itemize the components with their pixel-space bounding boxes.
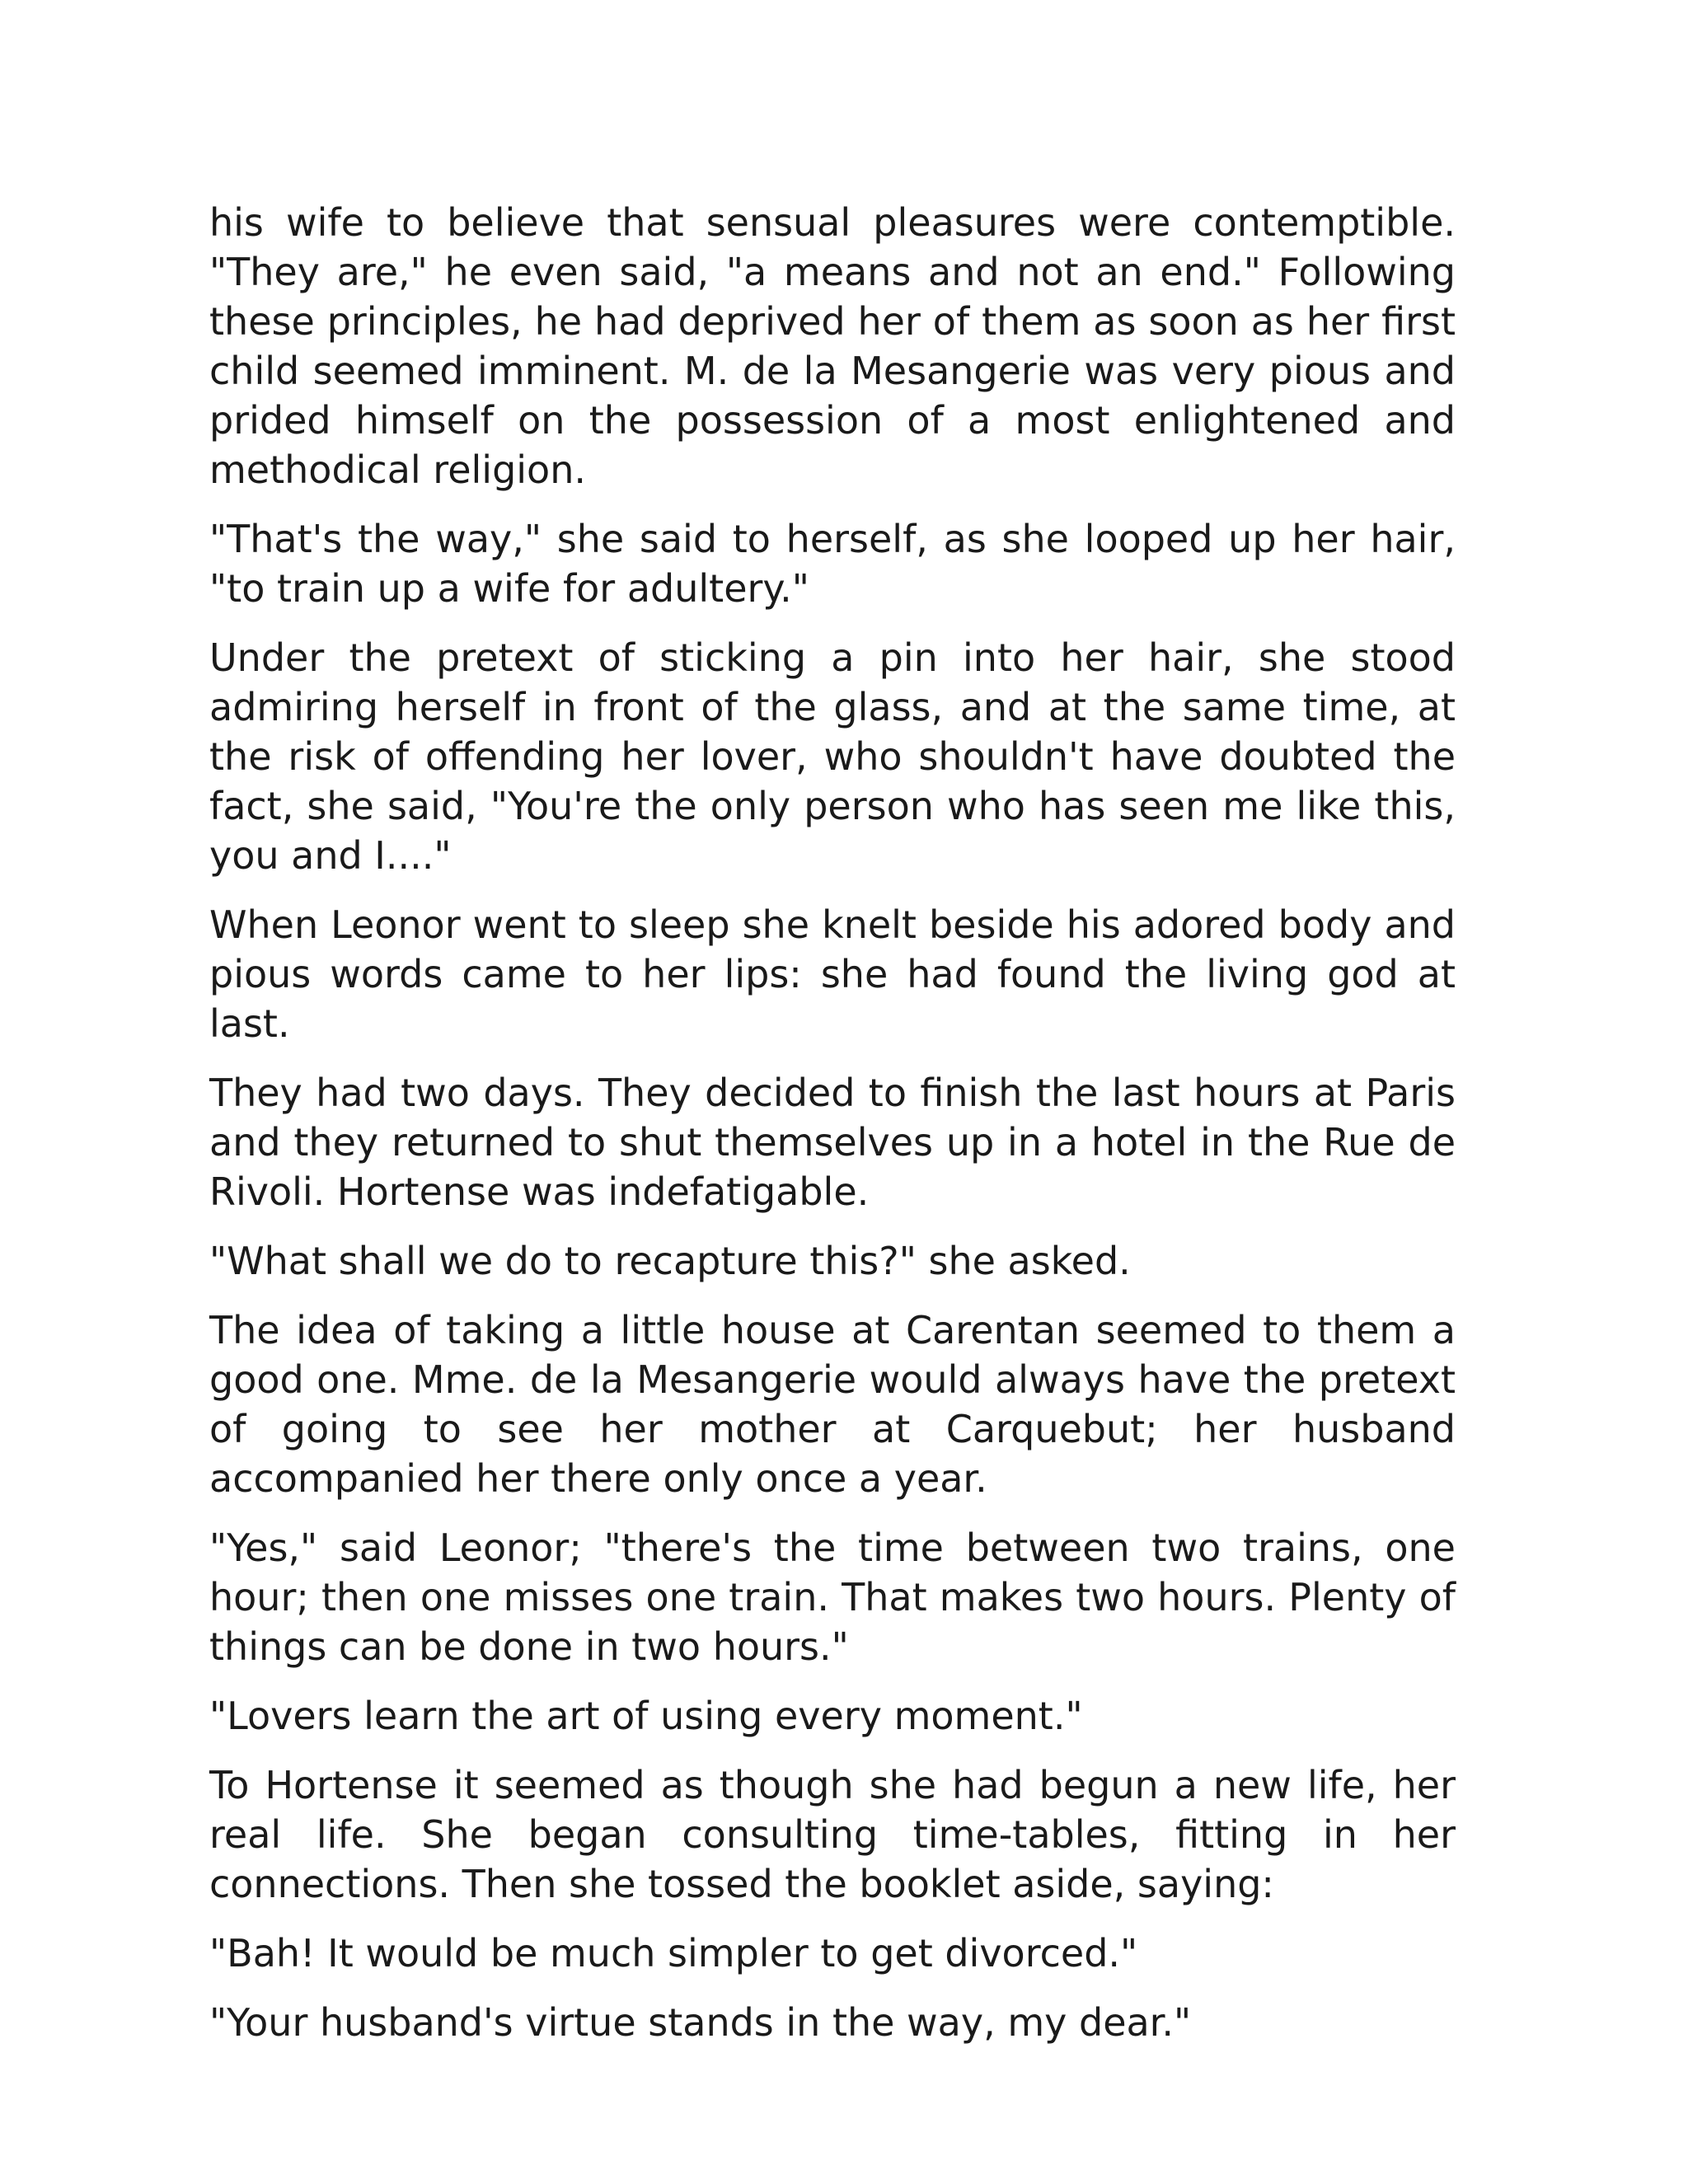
paragraph: "Your husband's virtue stands in the way, my dear." [209,2000,1192,2045]
page-text [209,198,1456,2067]
paragraph: "What shall we do to recapture this?" she asked. [209,1239,1131,1283]
paragraph: They had two days. They decided to finish the last hours at Paris and they returned to shut themselves up in a hotel in the Rue de Rivoli. Hortense was indefatigable. [209,1071,1456,1214]
paragraph: "Bah! It would be much simpler to get divorced." [209,1931,1138,1975]
paragraph: Under the pretext of sticking a pin into her hair, she stood admiring herself in front of the glass, and at the same time, at the risk of offending her lover, who shouldn't have doubted the fact, she said, "You're the only person who has seen me like this, you and I...." [209,635,1456,878]
paragraph: his wife to believe that sensual pleasures were contemptible. "They are," he even said, "a means and not an end." Following these principles, he had deprived her of them as soon as her first child seemed imminent. M. de la Mesangerie was very pious and prided himself on the possession of a most enlightened and methodical religion. [209,200,1456,492]
paragraph: The idea of taking a little house at Carentan seemed to them a good one. Mme. de la Mesangerie would always have the pretext of going to see her mother at Carquebut; her husband accompanied her there only once a year. [209,1308,1456,1501]
paragraph: "Yes," said Leonor; "there's the time between two trains, one hour; then one misses one train. That makes two hours. Plenty of things can be done in two hours." [209,1526,1456,1669]
paragraph: "Lovers learn the art of using every moment." [209,1694,1083,1738]
paragraph: When Leonor went to sleep she knelt beside his adored body and pious words came to her lips: she had found the living god at last. [209,902,1456,1046]
paragraph: "That's the way," she said to herself, as she looped up her hair, "to train up a wife for adultery." [209,517,1456,611]
paragraph: To Hortense it seemed as though she had begun a new life, her real life. She began consulting time-tables, fitting in her connections. Then she tossed the booklet aside, saying: [209,1763,1456,1906]
